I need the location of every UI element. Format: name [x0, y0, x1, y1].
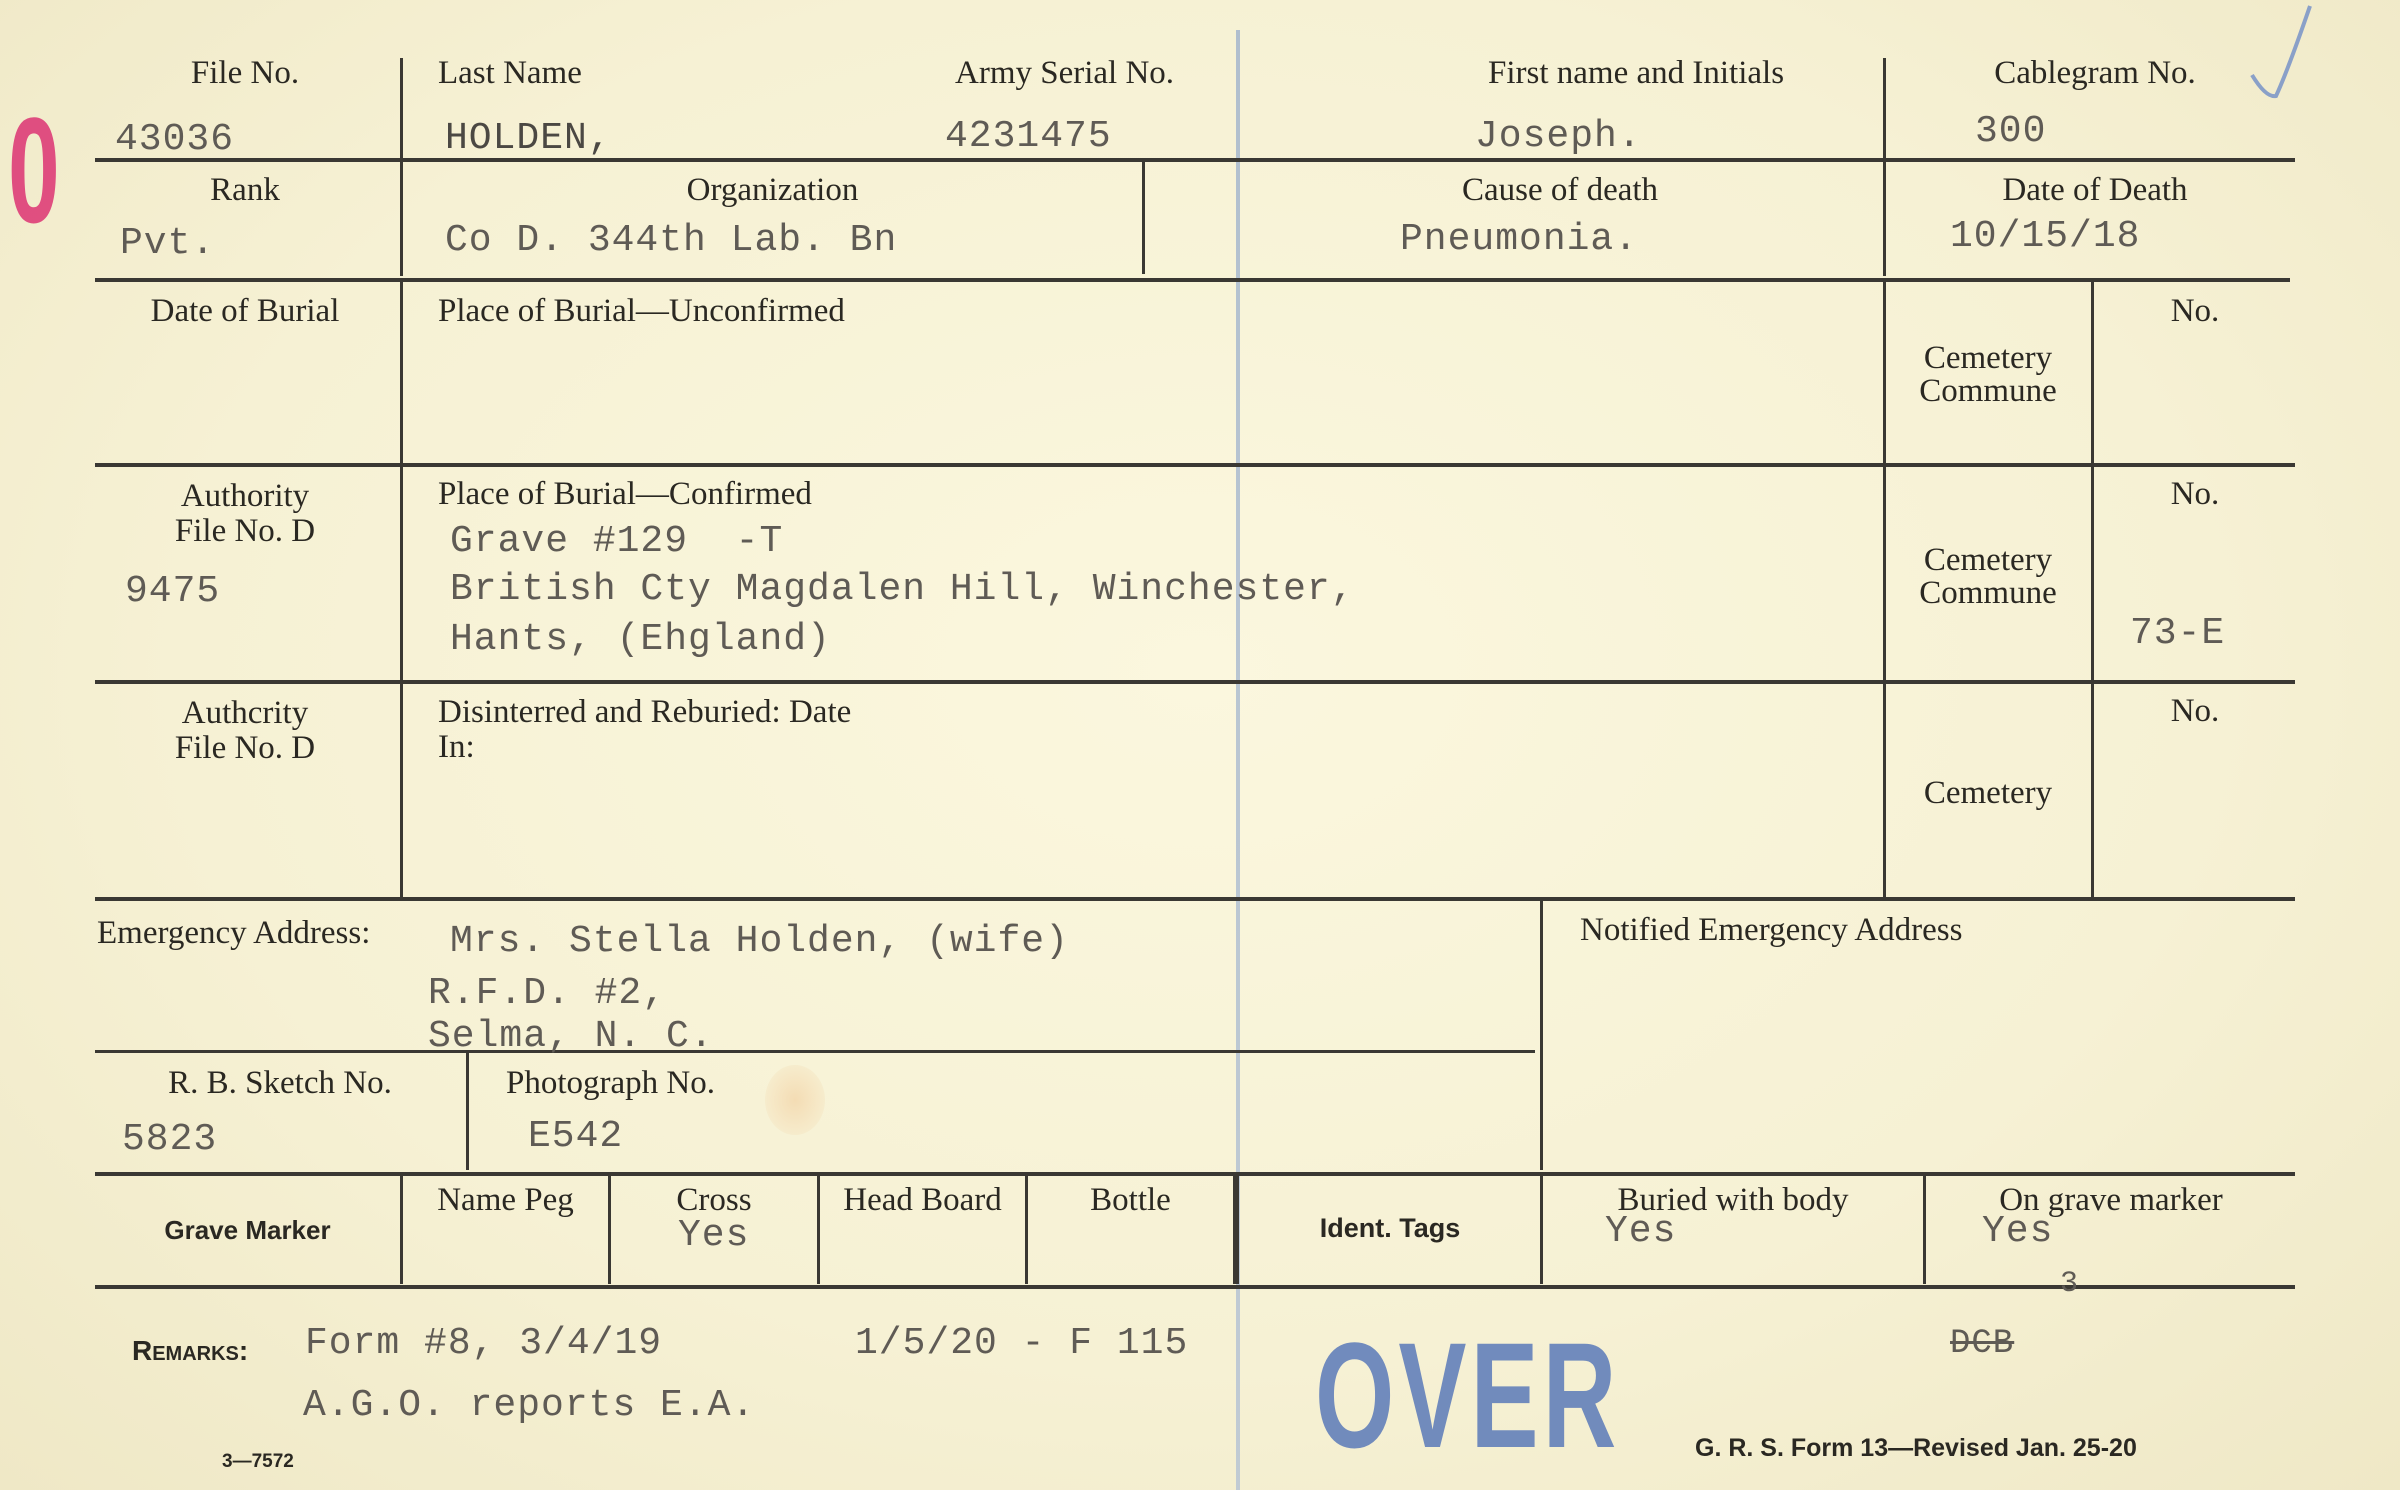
cross-value: Yes	[678, 1214, 750, 1257]
vrule-b	[400, 280, 403, 897]
buried-with-body-label: Buried with body	[1617, 1182, 1849, 1218]
vrule-notified	[1540, 900, 1543, 1170]
over-stamp: OVER	[1315, 1311, 1621, 1479]
date-death-value: 10/15/18	[1950, 215, 2141, 258]
rank-label: Rank	[210, 172, 280, 208]
bottle-label: Bottle	[1090, 1182, 1171, 1218]
rule-7	[95, 1172, 2295, 1176]
head-board-label: Head Board	[843, 1182, 1002, 1218]
no-label-3: No.	[2170, 693, 2220, 729]
emergency-label: Emergency Address:	[97, 915, 371, 951]
authority-file-label: File No. D	[174, 513, 316, 549]
notified-label: Notified Emergency Address	[1580, 912, 1963, 948]
cablegram-value: 300	[1975, 110, 2047, 153]
place-unconfirmed-label: Place of Burial—Unconfirmed	[438, 293, 845, 329]
grave-marker-label: Grave Marker	[164, 1215, 331, 1245]
date-burial-label: Date of Burial	[150, 293, 340, 329]
remarks-line-1b: 1/5/20 - F 115	[855, 1322, 1189, 1365]
last-name-value: HOLDEN,	[445, 117, 612, 160]
last-name-label: Last Name	[438, 55, 582, 91]
cablegram-label: Cablegram No.	[1994, 55, 2196, 91]
cause-value: Pneumonia.	[1400, 218, 1639, 261]
emergency-line-2: R.F.D. #2,	[428, 972, 667, 1015]
small-mark: 3	[2060, 1267, 2080, 1301]
vrule-d	[1883, 280, 1886, 897]
serial-value: 4231475	[945, 115, 1112, 158]
organization-value: Co D. 344th Lab. Bn	[445, 219, 898, 262]
file-no-label: File No.	[190, 55, 300, 91]
ident-tags-label: Ident. Tags	[1319, 1213, 1461, 1243]
reburial-file-label: File No. D	[174, 730, 316, 766]
vrule-c	[1883, 58, 1886, 276]
rule-6	[95, 1050, 1535, 1053]
emergency-line-1: Mrs. Stella Holden, (wife)	[450, 920, 1069, 963]
vrule-m5	[1233, 1174, 1239, 1284]
no-label-1: No.	[2170, 293, 2220, 329]
remarks-line-2: A.G.O. reports E.A.	[303, 1384, 756, 1427]
rule-4	[95, 680, 2295, 684]
name-peg-label: Name Peg	[437, 1182, 574, 1218]
cemetery-label-2: Cemetery	[1923, 542, 2053, 578]
vrule-e	[2091, 280, 2094, 897]
first-name-value: Joseph.	[1475, 115, 1642, 158]
reburial-authority-label: Authcrity	[181, 695, 309, 731]
photo-label: Photograph No.	[506, 1065, 715, 1101]
cause-label: Cause of death	[1461, 172, 1659, 208]
cross-label: Cross	[676, 1182, 752, 1218]
remarks-label: Remarks:	[132, 1335, 249, 1366]
vrule-sketch	[466, 1052, 469, 1170]
print-code: 3—7572	[222, 1451, 294, 1472]
cemetery-label-3: Cemetery	[1923, 775, 2053, 811]
paper-stain	[765, 1065, 825, 1135]
confirmed-line-1: Grave #129 -T	[450, 520, 784, 563]
organization-label: Organization	[686, 172, 859, 208]
reburial-label: Disinterred and Reburied: Date	[438, 694, 852, 730]
sketch-label: R. B. Sketch No.	[168, 1065, 392, 1101]
remarks-line-1: Form #8, 3/4/19	[305, 1322, 663, 1365]
emergency-line-3: Selma, N. C.	[428, 1015, 714, 1058]
file-no-value: 43036	[115, 118, 235, 161]
vrule-org	[1142, 162, 1145, 274]
photo-value: E542	[528, 1115, 624, 1158]
rule-2	[95, 278, 2290, 282]
no-label-2: No.	[2170, 476, 2220, 512]
commune-label-2: Commune	[1919, 575, 2057, 611]
date-death-label: Date of Death	[2002, 172, 2188, 208]
rank-value: Pvt.	[120, 222, 216, 265]
commune-label-1: Commune	[1919, 373, 2057, 409]
confirmed-line-2: British Cty Magdalen Hill, Winchester,	[450, 568, 1355, 611]
rule-8	[95, 1285, 2295, 1289]
place-confirmed-label: Place of Burial—Confirmed	[438, 476, 812, 512]
pink-zero-stamp: 0	[8, 86, 60, 254]
on-grave-marker-value: Yes	[1982, 1210, 2054, 1253]
sketch-value: 5823	[122, 1118, 218, 1161]
rule-3	[95, 463, 2295, 467]
vrule-a	[400, 58, 403, 276]
rule-5	[95, 897, 2295, 901]
reburial-in-label: In:	[438, 729, 475, 765]
no-value-2: 73-E	[2130, 612, 2226, 655]
buried-with-body-value: Yes	[1605, 1210, 1677, 1253]
rule-1	[95, 158, 2295, 162]
remarks-initials: DCB	[1950, 1325, 2015, 1363]
first-name-label: First name and Initials	[1488, 55, 1785, 91]
confirmed-line-3: Hants, (Ehgland)	[450, 618, 831, 661]
cemetery-label-1: Cemetery	[1923, 340, 2053, 376]
on-grave-marker-label: On grave marker	[1999, 1182, 2223, 1218]
form-label: G. R. S. Form 13—Revised Jan. 25-20	[1695, 1434, 2137, 1462]
authority-file-value: 9475	[125, 570, 221, 613]
serial-label: Army Serial No.	[955, 55, 1175, 91]
authority-label: Authority	[180, 478, 310, 514]
